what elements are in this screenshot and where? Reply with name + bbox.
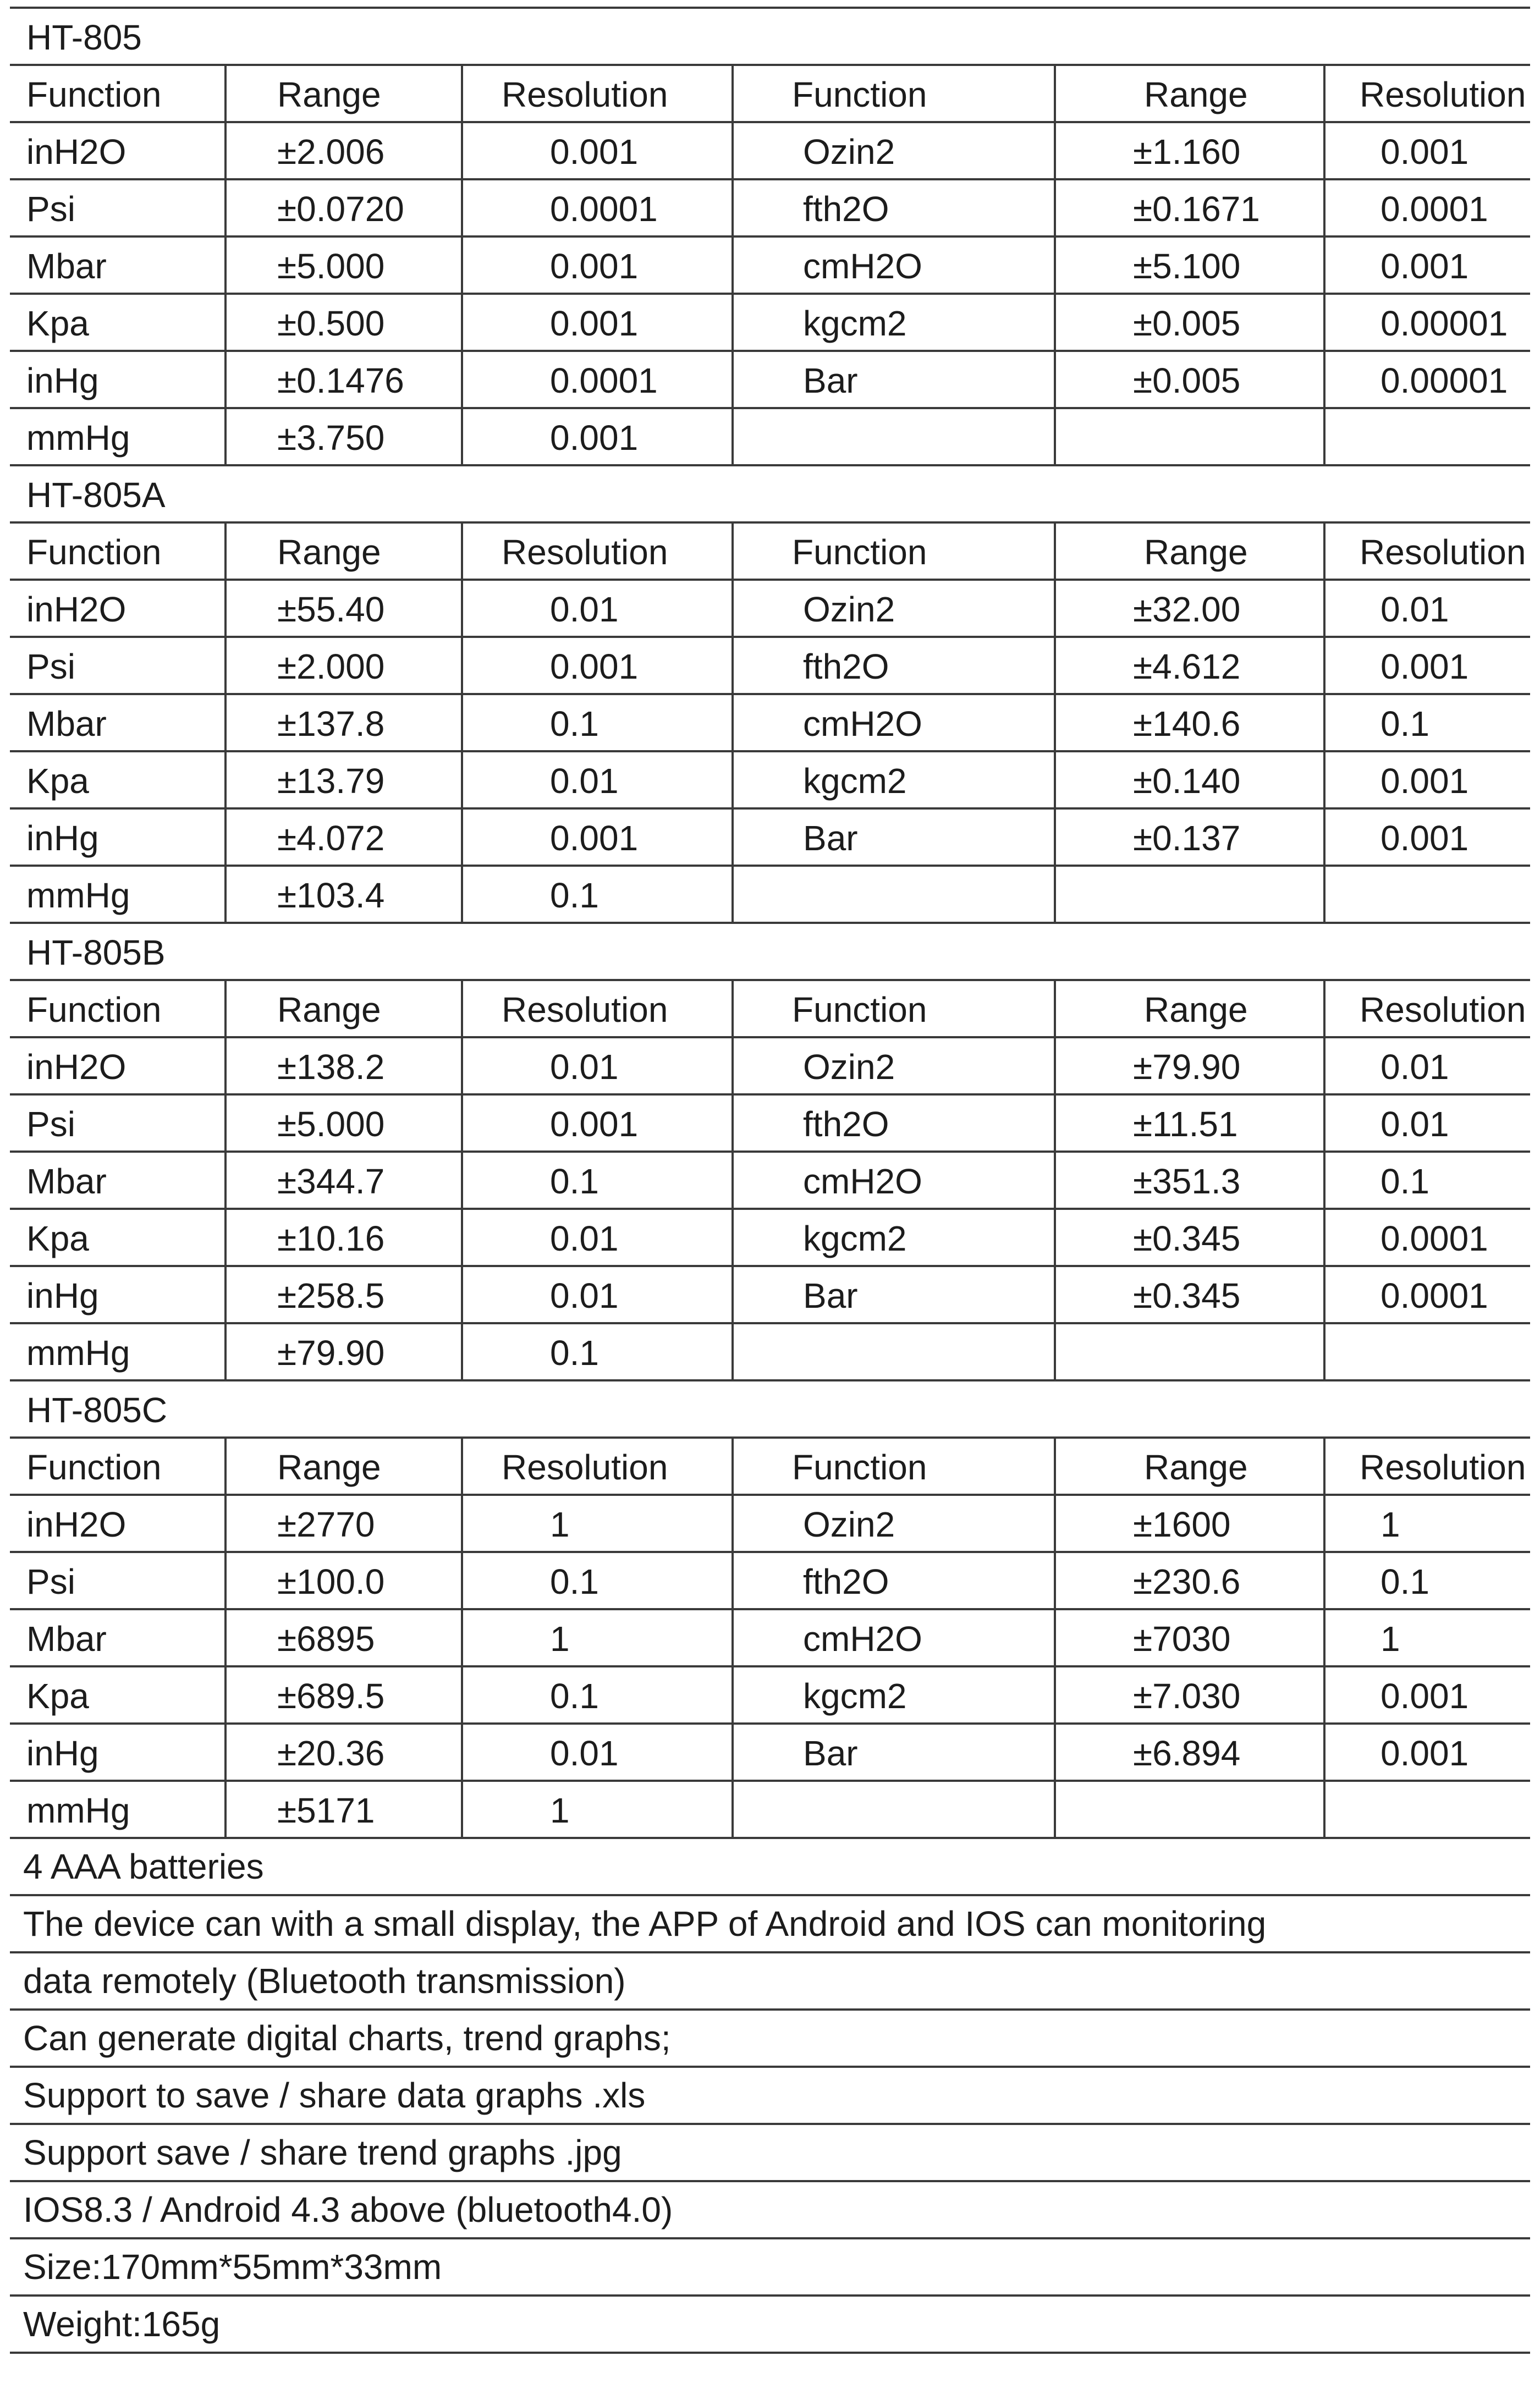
function-cell: Mbar — [26, 1162, 107, 1201]
range-cell: ±5.100 — [1133, 246, 1241, 286]
row-rule — [10, 1608, 1530, 1610]
column-divider — [461, 521, 463, 922]
table-rule — [10, 1494, 1530, 1496]
spec-note: 4 AAA batteries — [23, 1847, 264, 1886]
range-cell: ±6.894 — [1133, 1733, 1241, 1773]
column-divider — [1323, 1436, 1326, 1837]
function-cell: kgcm2 — [803, 304, 907, 343]
row-rule — [10, 235, 1530, 238]
range-cell: ±5171 — [277, 1791, 375, 1830]
function-cell: fth2O — [803, 189, 889, 229]
column-header-resolution: Resolution — [1360, 75, 1526, 114]
resolution-cell: 0.001 — [1380, 132, 1469, 172]
range-cell: ±3.750 — [277, 418, 385, 458]
function-cell: fth2O — [803, 1562, 889, 1601]
column-header-resolution: Resolution — [1360, 1447, 1526, 1487]
row-rule — [10, 693, 1530, 695]
function-cell: Bar — [803, 1733, 858, 1773]
resolution-cell: 0.0001 — [1380, 1219, 1488, 1258]
resolution-cell: 0.1 — [550, 704, 599, 744]
column-header-range: Range — [1144, 75, 1248, 114]
range-cell: ±4.612 — [1133, 647, 1241, 686]
range-cell: ±100.0 — [277, 1562, 385, 1601]
function-cell: inHg — [26, 361, 99, 400]
resolution-cell: 1 — [1380, 1505, 1400, 1544]
function-cell: inH2O — [26, 1505, 127, 1544]
range-cell: ±79.90 — [277, 1333, 385, 1373]
function-cell: mmHg — [26, 876, 130, 915]
row-rule — [10, 1265, 1530, 1267]
resolution-cell: 0.1 — [550, 1162, 599, 1201]
resolution-cell: 0.001 — [1380, 1733, 1469, 1773]
table-rule — [10, 1436, 1530, 1439]
function-cell: Bar — [803, 1276, 858, 1315]
function-cell: mmHg — [26, 1791, 130, 1830]
model-title: HT-805A — [26, 475, 166, 515]
range-cell: ±4.072 — [277, 818, 385, 858]
column-header-range: Range — [277, 532, 381, 572]
row-rule — [10, 1208, 1530, 1210]
function-cell: Mbar — [26, 704, 107, 744]
row-rule — [10, 1665, 1530, 1667]
resolution-cell: 1 — [550, 1505, 570, 1544]
row-rule — [10, 350, 1530, 352]
spec-note: Support to save / share data graphs .xls — [23, 2076, 646, 2115]
function-cell: cmH2O — [803, 1619, 922, 1659]
column-header-function: Function — [26, 1447, 162, 1487]
range-cell: ±5.000 — [277, 246, 385, 286]
column-divider — [224, 64, 227, 464]
column-divider — [461, 64, 463, 464]
function-cell: Kpa — [26, 1676, 89, 1716]
column-divider — [224, 1436, 227, 1837]
resolution-cell: 0.001 — [550, 647, 639, 686]
column-divider — [224, 521, 227, 922]
function-cell: Bar — [803, 361, 858, 400]
column-header-function: Function — [26, 532, 162, 572]
resolution-cell: 0.01 — [1380, 590, 1449, 629]
function-cell: Kpa — [26, 304, 89, 343]
row-rule — [10, 1379, 1530, 1381]
resolution-cell: 0.0001 — [550, 189, 658, 229]
function-cell: Kpa — [26, 1219, 89, 1258]
column-header-resolution: Resolution — [502, 990, 668, 1030]
row-rule — [10, 1551, 1530, 1553]
function-cell: Psi — [26, 1562, 75, 1601]
column-divider — [1323, 979, 1326, 1379]
range-cell: ±13.79 — [277, 761, 385, 801]
row-rule — [10, 1151, 1530, 1153]
range-cell: ±0.500 — [277, 304, 385, 343]
resolution-cell: 0.01 — [550, 1733, 619, 1773]
function-cell: inHg — [26, 818, 99, 858]
function-cell: mmHg — [26, 418, 130, 458]
range-cell: ±20.36 — [277, 1733, 385, 1773]
range-cell: ±0.345 — [1133, 1276, 1241, 1315]
resolution-cell: 0.01 — [550, 1276, 619, 1315]
range-cell: ±230.6 — [1133, 1562, 1241, 1601]
function-cell: cmH2O — [803, 1162, 922, 1201]
column-divider — [1054, 64, 1056, 464]
model-title: HT-805 — [26, 18, 142, 57]
range-cell: ±1.160 — [1133, 132, 1241, 172]
row-rule — [10, 407, 1530, 409]
row-rule — [10, 807, 1530, 810]
resolution-cell: 0.001 — [1380, 1676, 1469, 1716]
range-cell: ±140.6 — [1133, 704, 1241, 744]
resolution-cell: 0.001 — [550, 304, 639, 343]
column-divider — [732, 979, 734, 1379]
resolution-cell: 0.01 — [1380, 1047, 1449, 1087]
resolution-cell: 0.1 — [1380, 704, 1429, 744]
range-cell: ±7.030 — [1133, 1676, 1241, 1716]
row-rule — [10, 922, 1530, 924]
resolution-cell: 0.001 — [1380, 647, 1469, 686]
model-title: HT-805B — [26, 933, 166, 972]
resolution-cell: 0.01 — [1380, 1104, 1449, 1144]
function-cell: kgcm2 — [803, 761, 907, 801]
resolution-cell: 0.1 — [550, 1676, 599, 1716]
column-header-function: Function — [792, 1447, 927, 1487]
function-cell: Ozin2 — [803, 1047, 895, 1087]
function-cell: Mbar — [26, 1619, 107, 1659]
function-cell: inH2O — [26, 1047, 127, 1087]
row-rule — [10, 293, 1530, 295]
table-rule — [10, 521, 1530, 524]
column-divider — [224, 979, 227, 1379]
function-cell: cmH2O — [803, 246, 922, 286]
column-header-function: Function — [792, 990, 927, 1030]
column-header-range: Range — [277, 1447, 381, 1487]
range-cell: ±351.3 — [1133, 1162, 1241, 1201]
row-rule — [10, 1093, 1530, 1096]
column-header-resolution: Resolution — [1360, 532, 1526, 572]
function-cell: Ozin2 — [803, 132, 895, 172]
range-cell: ±0.005 — [1133, 361, 1241, 400]
row-rule — [10, 1322, 1530, 1324]
range-cell: ±6895 — [277, 1619, 375, 1659]
resolution-cell: 0.1 — [550, 1333, 599, 1373]
row-rule — [10, 750, 1530, 752]
function-cell: inHg — [26, 1733, 99, 1773]
column-divider — [461, 1436, 463, 1837]
column-header-resolution: Resolution — [502, 1447, 668, 1487]
column-header-resolution: Resolution — [502, 532, 668, 572]
resolution-cell: 0.1 — [1380, 1162, 1429, 1201]
table-rule — [10, 64, 1530, 66]
range-cell: ±11.51 — [1133, 1104, 1238, 1144]
table-rule — [10, 979, 1530, 981]
row-rule — [10, 1780, 1530, 1782]
model-title: HT-805C — [26, 1390, 168, 1430]
column-header-resolution: Resolution — [502, 75, 668, 114]
function-cell: Ozin2 — [803, 590, 895, 629]
range-cell: ±0.140 — [1133, 761, 1241, 801]
range-cell: ±0.345 — [1133, 1219, 1241, 1258]
spec-note: IOS8.3 / Android 4.3 above (bluetooth4.0) — [23, 2190, 673, 2230]
spec-note: data remotely (Bluetooth transmission) — [23, 1961, 626, 2001]
range-cell: ±2770 — [277, 1505, 375, 1544]
row-rule — [10, 865, 1530, 867]
column-header-function: Function — [26, 990, 162, 1030]
function-cell: Psi — [26, 647, 75, 686]
range-cell: ±2.006 — [277, 132, 385, 172]
resolution-cell: 0.1 — [1380, 1562, 1429, 1601]
table-rule — [10, 121, 1530, 123]
resolution-cell: 1 — [550, 1619, 570, 1659]
row-rule — [10, 178, 1530, 180]
function-cell: fth2O — [803, 1104, 889, 1144]
column-header-resolution: Resolution — [1360, 990, 1526, 1030]
column-divider — [1323, 521, 1326, 922]
resolution-cell: 0.01 — [550, 590, 619, 629]
resolution-cell: 0.00001 — [1380, 361, 1508, 400]
function-cell: Kpa — [26, 761, 89, 801]
row-rule — [10, 1722, 1530, 1725]
column-divider — [1054, 521, 1056, 922]
column-divider — [732, 1436, 734, 1837]
column-divider — [461, 979, 463, 1379]
spec-note: Can generate digital charts, trend graphs; — [23, 2018, 671, 2058]
range-cell: ±5.000 — [277, 1104, 385, 1144]
resolution-cell: 0.001 — [550, 818, 639, 858]
function-cell: Bar — [803, 818, 858, 858]
range-cell: ±258.5 — [277, 1276, 385, 1315]
range-cell: ±1600 — [1133, 1505, 1231, 1544]
range-cell: ±2.000 — [277, 647, 385, 686]
function-cell: Psi — [26, 1104, 75, 1144]
column-divider — [1054, 1436, 1056, 1837]
row-rule — [10, 636, 1530, 638]
resolution-cell: 0.1 — [550, 1562, 599, 1601]
range-cell: ±344.7 — [277, 1162, 385, 1201]
spec-note: Support save / share trend graphs .jpg — [23, 2133, 622, 2172]
function-cell: cmH2O — [803, 704, 922, 744]
resolution-cell: 0.1 — [550, 876, 599, 915]
resolution-cell: 0.00001 — [1380, 304, 1508, 343]
resolution-cell: 0.0001 — [1380, 1276, 1488, 1315]
column-header-range: Range — [1144, 990, 1248, 1030]
column-header-function: Function — [792, 75, 927, 114]
range-cell: ±7030 — [1133, 1619, 1231, 1659]
resolution-cell: 1 — [1380, 1619, 1400, 1659]
column-header-range: Range — [1144, 1447, 1248, 1487]
resolution-cell: 0.001 — [1380, 246, 1469, 286]
range-cell: ±0.005 — [1133, 304, 1241, 343]
table-rule — [10, 579, 1530, 581]
resolution-cell: 0.0001 — [1380, 189, 1488, 229]
table-rule — [10, 1036, 1530, 1038]
range-cell: ±10.16 — [277, 1219, 385, 1258]
range-cell: ±103.4 — [277, 876, 385, 915]
column-header-function: Function — [792, 532, 927, 572]
range-cell: ±689.5 — [277, 1676, 385, 1716]
range-cell: ±0.1671 — [1133, 189, 1260, 229]
top-rule — [10, 7, 1530, 9]
column-divider — [1323, 64, 1326, 464]
column-header-function: Function — [26, 75, 162, 114]
range-cell: ±55.40 — [277, 590, 385, 629]
resolution-cell: 0.001 — [1380, 818, 1469, 858]
row-rule — [10, 464, 1530, 466]
function-cell: inH2O — [26, 590, 127, 629]
resolution-cell: 0.01 — [550, 761, 619, 801]
resolution-cell: 0.0001 — [550, 361, 658, 400]
function-cell: inH2O — [26, 132, 127, 172]
column-header-range: Range — [277, 990, 381, 1030]
function-cell: kgcm2 — [803, 1676, 907, 1716]
note-rule — [10, 2294, 1530, 2297]
function-cell: fth2O — [803, 647, 889, 686]
resolution-cell: 0.001 — [1380, 761, 1469, 801]
range-cell: ±0.0720 — [277, 189, 404, 229]
spec-note: Weight:165g — [23, 2304, 221, 2344]
column-divider — [732, 521, 734, 922]
range-cell: ±32.00 — [1133, 590, 1241, 629]
resolution-cell: 0.001 — [550, 132, 639, 172]
function-cell: mmHg — [26, 1333, 130, 1373]
column-header-range: Range — [277, 75, 381, 114]
resolution-cell: 0.01 — [550, 1047, 619, 1087]
function-cell: Ozin2 — [803, 1505, 895, 1544]
column-divider — [732, 64, 734, 464]
note-rule — [10, 2352, 1530, 2354]
resolution-cell: 1 — [550, 1791, 570, 1830]
range-cell: ±138.2 — [277, 1047, 385, 1087]
spec-note: Size:170mm*55mm*33mm — [23, 2247, 442, 2287]
function-cell: Mbar — [26, 246, 107, 286]
range-cell: ±0.1476 — [277, 361, 404, 400]
range-cell: ±79.90 — [1133, 1047, 1241, 1087]
range-cell: ±0.137 — [1133, 818, 1241, 858]
function-cell: Psi — [26, 189, 75, 229]
resolution-cell: 0.001 — [550, 246, 639, 286]
function-cell: kgcm2 — [803, 1219, 907, 1258]
spec-note: The device can with a small display, the APP of Android and IOS can monitoring — [23, 1904, 1267, 1944]
resolution-cell: 0.01 — [550, 1219, 619, 1258]
resolution-cell: 0.001 — [550, 1104, 639, 1144]
column-divider — [1054, 979, 1056, 1379]
column-header-range: Range — [1144, 532, 1248, 572]
range-cell: ±137.8 — [277, 704, 385, 744]
function-cell: inHg — [26, 1276, 99, 1315]
resolution-cell: 0.001 — [550, 418, 639, 458]
